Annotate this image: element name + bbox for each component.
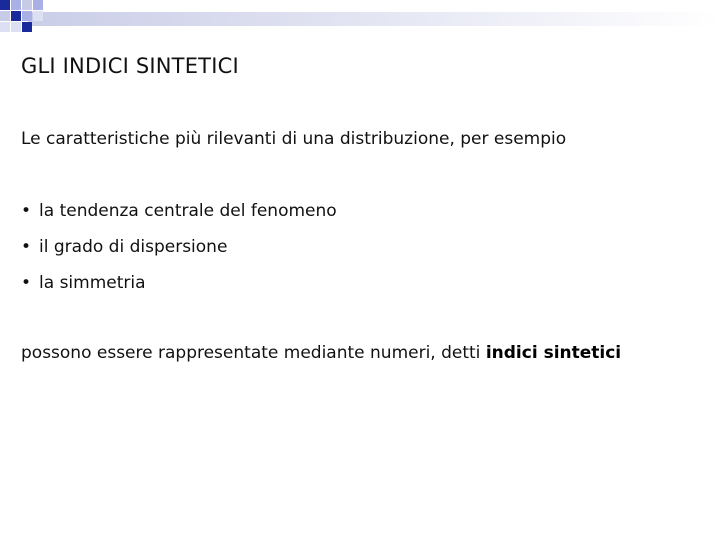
closing-sentence [21,343,621,363]
decoration-square-light-2 [22,11,32,21]
title-decoration [0,0,720,60]
bullet-item-symmetry [21,272,337,308]
bullet-list [21,200,337,308]
intro-text: Le caratteristiche più rilevanti di una distribuzione, per esempio [21,129,567,149]
bullet-marker: • [21,273,32,293]
decoration-square-light-8 [0,22,10,32]
bullet-item-dispersion [21,236,337,272]
bullet-marker: • [21,237,32,257]
bullet-marker: • [21,201,32,221]
decoration-square-light-7 [33,11,43,21]
closing-text: possono essere rappresentate mediante numeri, detti [21,343,481,363]
bullet-text: la tendenza centrale del fenomeno [39,201,337,221]
bullet-item-central-tendency [21,200,337,236]
decoration-square-light-6 [33,0,43,10]
bullet-text: la simmetria [39,273,146,293]
decoration-square-light-3 [0,11,10,21]
slide-title: GLI INDICI SINTETICI [21,54,239,78]
decoration-square-dark-1 [0,0,10,10]
emphasized-term: indici sintetici [485,343,622,363]
decoration-gradient-band [28,12,720,26]
decoration-square-light-1 [11,0,21,10]
decoration-square-light-4 [22,0,32,10]
decoration-square-dark-3 [22,22,32,32]
decoration-square-light-5 [11,22,21,32]
bullet-text: il grado di dispersione [39,237,228,257]
decoration-square-dark-2 [11,11,21,21]
